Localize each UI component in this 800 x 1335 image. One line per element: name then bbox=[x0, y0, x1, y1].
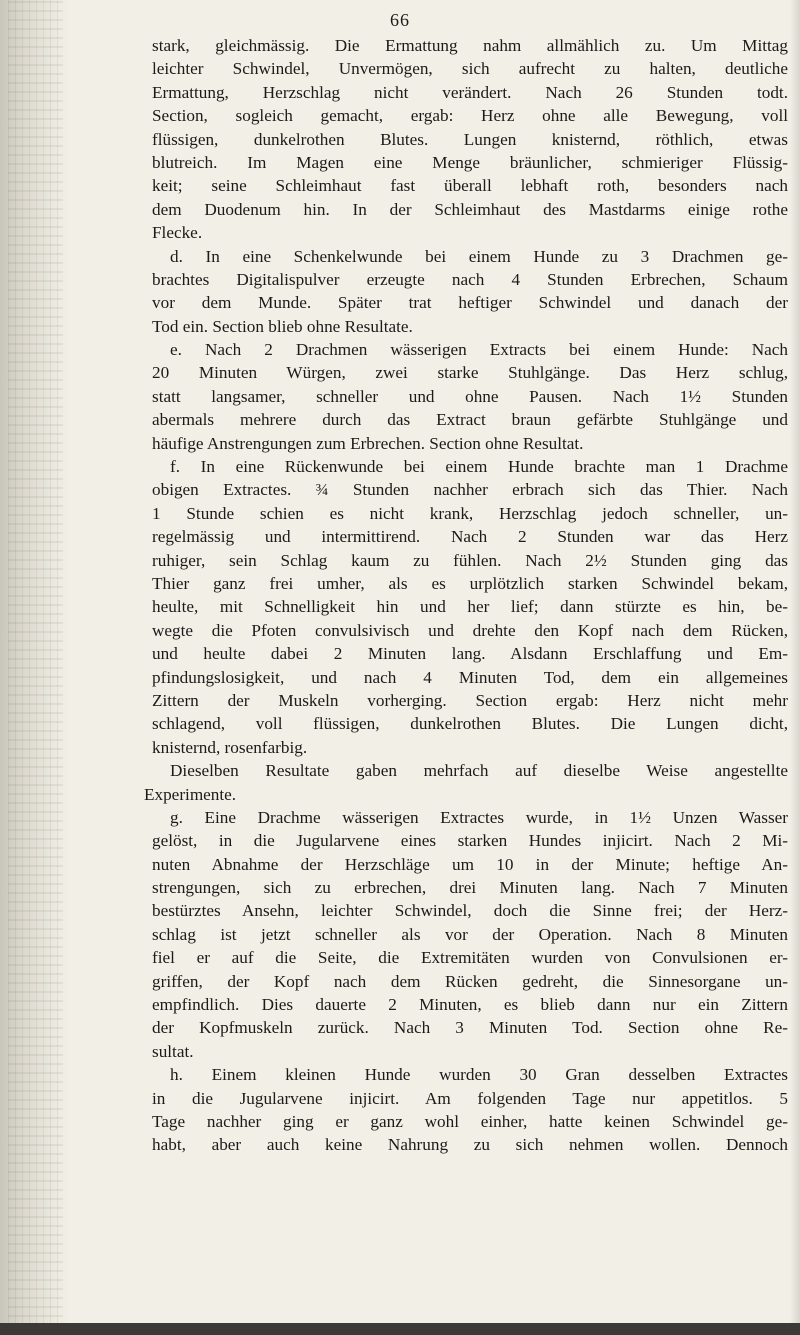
text-line: heulte, mit Schnelligkeit hin und her lief; dann stürzte es hin, be- bbox=[152, 597, 788, 617]
text-line: flüssigen, dunkelrothen Blutes. Lungen knisternd, röthlich, etwas bbox=[152, 129, 788, 149]
text-line: Thier ganz frei umher, als es urplötzlich starken Schwindel bekam, bbox=[152, 573, 788, 593]
text-line: blutreich. Im Magen eine Menge bräunlicher, schmieriger Flüssig- bbox=[152, 152, 788, 172]
text-line: h. Einem kleinen Hunde wurden 30 Gran desselben Extractes bbox=[170, 1065, 788, 1085]
text-line: Section, sogleich gemacht, ergab: Herz ohne alle Bewegung, voll bbox=[152, 106, 788, 126]
text-line: 20 Minuten Würgen, zwei starke Stuhlgänge. Das Herz schlug, bbox=[152, 363, 788, 383]
text-line: Experimente. bbox=[144, 784, 237, 804]
text-line: Tod ein. Section blieb ohne Resultate. bbox=[152, 316, 413, 336]
text-line: der Kopfmuskeln zurück. Nach 3 Minuten Tod. Section ohne Re- bbox=[152, 1018, 788, 1038]
text-line: pfindungslosigkeit, und nach 4 Minuten Tod, dem ein allgemeines bbox=[152, 667, 788, 687]
bottom-scan-edge bbox=[0, 1323, 800, 1335]
text-line: ruhiger, sein Schlag kaum zu fühlen. Nach 2½ Stunden ging das bbox=[152, 550, 788, 570]
text-line: statt langsamer, schneller und ohne Pausen. Nach 1½ Stunden bbox=[152, 386, 788, 406]
body-text bbox=[144, 34, 788, 1157]
text-line: habt, aber auch keine Nahrung zu sich nehmen wollen. Dennoch bbox=[152, 1135, 788, 1155]
text-line: schlag ist jetzt schneller als vor der Operation. Nach 8 Minuten bbox=[152, 924, 788, 944]
text-line: bestürztes Ansehn, leichter Schwindel, doch die Sinne frei; der Herz- bbox=[152, 901, 788, 921]
binding-gutter bbox=[0, 0, 70, 1335]
page-number: 66 bbox=[390, 10, 410, 30]
text-line: leichter Schwindel, Unvermögen, sich aufrecht zu halten, deutliche bbox=[152, 59, 788, 79]
text-line: strengungen, sich zu erbrechen, drei Minuten lang. Nach 7 Minuten bbox=[152, 878, 788, 898]
text-line: brachtes Digitalispulver erzeugte nach 4 Stunden Erbrechen, Schaum bbox=[152, 269, 788, 289]
text-line: schlagend, voll flüssigen, dunkelrothen Blutes. Die Lungen dicht, bbox=[152, 714, 788, 734]
text-line: dem Duodenum hin. In der Schleimhaut des Mastdarms einige rothe bbox=[152, 199, 788, 219]
text-line: obigen Extractes. ¾ Stunden nachher erbrach sich das Thier. Nach bbox=[152, 480, 788, 500]
text-line: abermals mehrere durch das Extract braun gefärbte Stuhlgänge und bbox=[152, 410, 788, 430]
text-line: Ermattung, Herzschlag nicht verändert. Nach 26 Stunden todt. bbox=[152, 82, 788, 102]
text-line: f. In eine Rückenwunde bei einem Hunde brachte man 1 Drachme bbox=[170, 457, 788, 477]
text-line: stark, gleichmässig. Die Ermattung nahm allmählich zu. Um Mittag bbox=[152, 36, 788, 55]
text-line: gelöst, in die Jugularvene eines starken Hundes injicirt. Nach 2 Mi- bbox=[152, 831, 788, 851]
text-line: regelmässig und intermittirend. Nach 2 Stunden war das Herz bbox=[152, 527, 788, 547]
text-line: häufige Anstrengungen zum Erbrechen. Section ohne Resultat. bbox=[152, 433, 584, 453]
text-line: sultat. bbox=[152, 1041, 194, 1061]
text-line: Zittern der Muskeln vorherging. Section ergab: Herz nicht mehr bbox=[152, 690, 788, 710]
text-line: in die Jugularvene injicirt. Am folgenden Tage nur appetitlos. 5 bbox=[152, 1088, 788, 1108]
text-line: g. Eine Drachme wässerigen Extractes wurde, in 1½ Unzen Wasser bbox=[170, 807, 788, 827]
text-line: 1 Stunde schien es nicht krank, Herzschlag jedoch schneller, un- bbox=[152, 503, 788, 523]
text-line: fiel er auf die Seite, die Extremitäten wurden von Convulsionen er- bbox=[152, 948, 788, 968]
right-page-edge bbox=[790, 0, 800, 1335]
text-line: Tage nachher ging er ganz wohl einher, hatte keinen Schwindel ge- bbox=[152, 1111, 788, 1131]
text-line: d. In eine Schenkelwunde bei einem Hunde zu 3 Drachmen ge- bbox=[170, 246, 788, 266]
text-line: empfindlich. Dies dauerte 2 Minuten, es blieb dann nur ein Zittern bbox=[152, 995, 788, 1015]
text-line: griffen, der Kopf nach dem Rücken gedreht, die Sinnesorgane un- bbox=[152, 971, 788, 991]
text-line: und heulte dabei 2 Minuten lang. Alsdann Erschlaffung und Em- bbox=[152, 644, 788, 664]
text-line: Dieselben Resultate gaben mehrfach auf dieselbe Weise angestellte bbox=[170, 761, 788, 781]
text-line: keit; seine Schleimhaut fast überall lebhaft roth, besonders nach bbox=[152, 176, 788, 196]
text-line: nuten Abnahme der Herzschläge um 10 in der Minute; heftige An- bbox=[152, 854, 788, 874]
text-line: wegte die Pfoten convulsivisch und drehte den Kopf nach dem Rücken, bbox=[152, 620, 788, 640]
text-line: vor dem Munde. Später trat heftiger Schwindel und danach der bbox=[152, 293, 788, 313]
gutter-texture bbox=[8, 0, 63, 1335]
text-line: knisternd, rosenfarbig. bbox=[152, 737, 308, 757]
text-line: Flecke. bbox=[152, 223, 203, 243]
text-line: e. Nach 2 Drachmen wässerigen Extracts bei einem Hunde: Nach bbox=[170, 340, 788, 360]
